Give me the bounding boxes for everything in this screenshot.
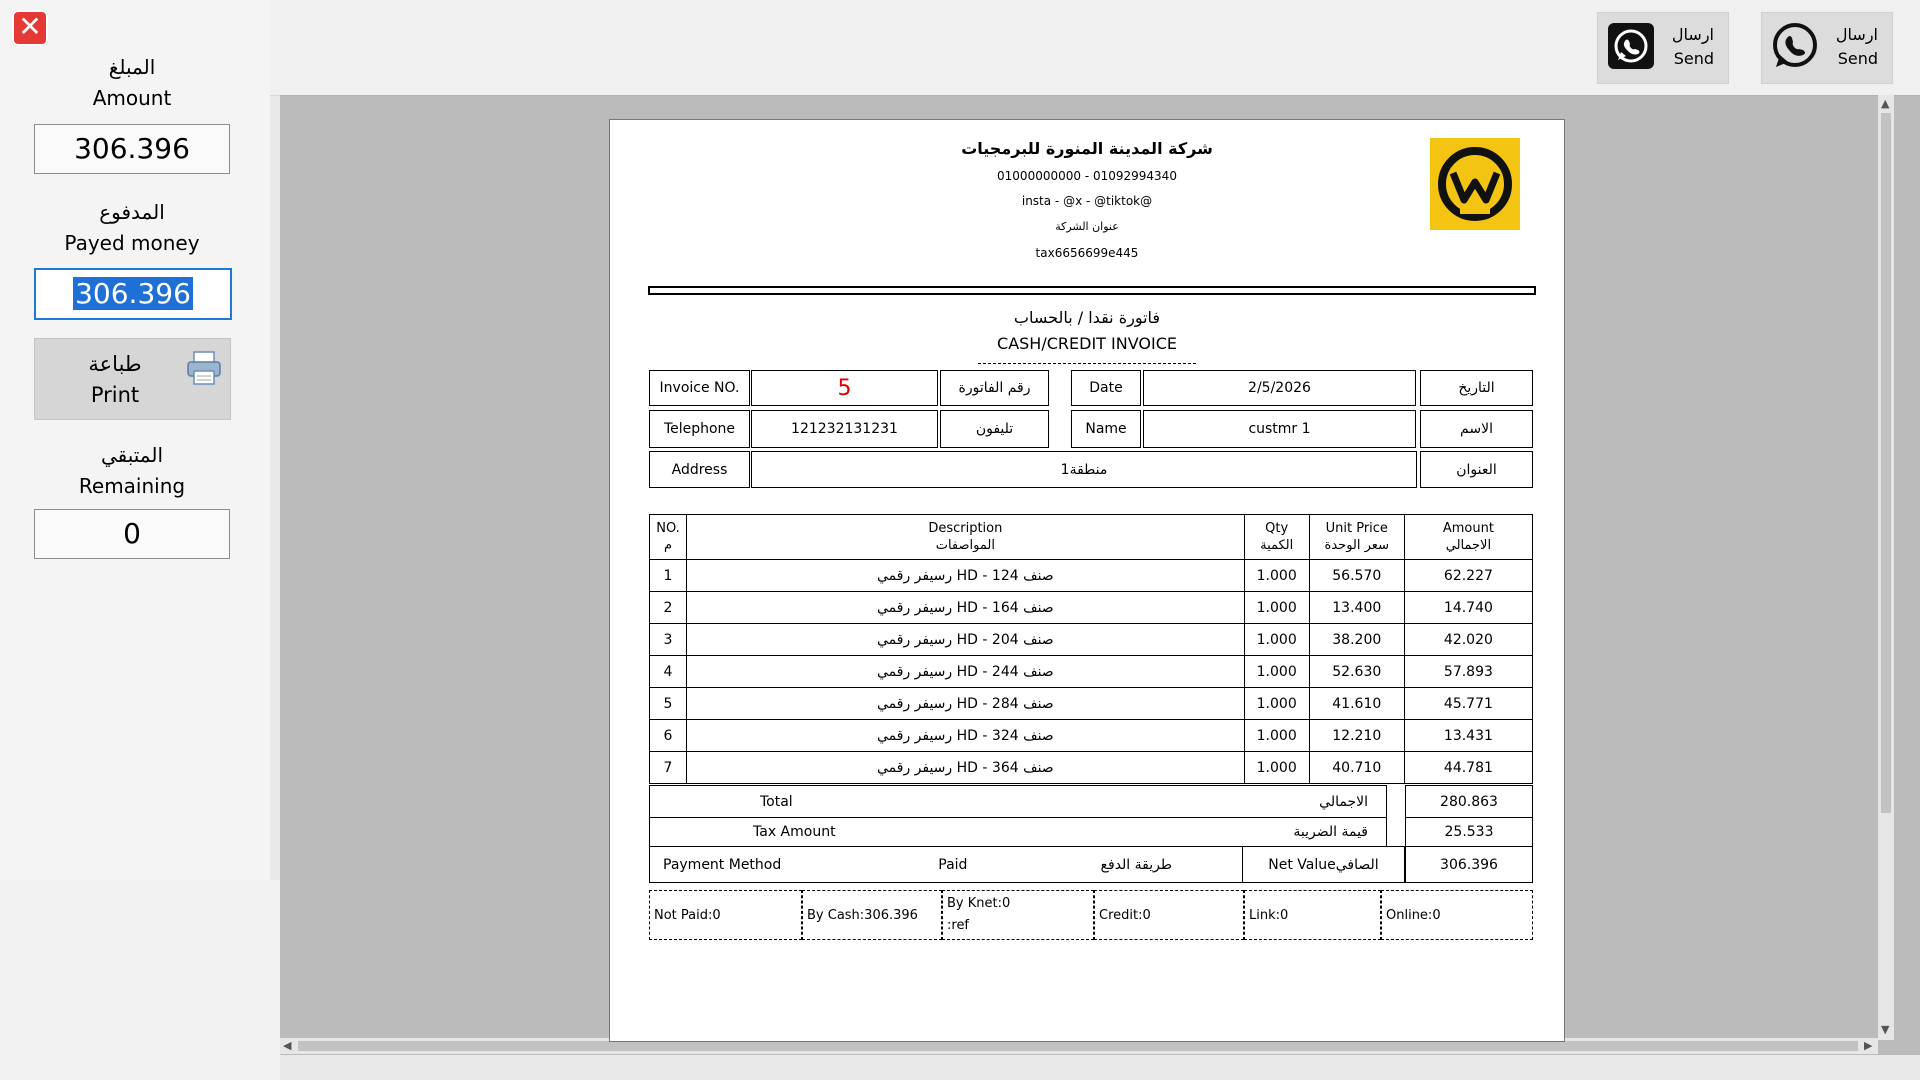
tax-row [649,817,1387,847]
by-knet-cell [942,890,1094,940]
close-button[interactable] [12,10,48,46]
paid-label [34,197,230,259]
scroll-right-icon[interactable]: ▶ [1864,1039,1873,1052]
horizontal-scroll-thumb[interactable] [298,1041,1858,1051]
amount-field[interactable]: 306.396 [34,124,230,174]
paid-input[interactable] [34,268,232,320]
total-row [649,785,1387,818]
print-button[interactable] [34,338,231,420]
amount-label [34,52,230,114]
header-divider [648,286,1536,295]
tax-label: Tax Amount [753,823,836,840]
company-social: insta - @x - @tiktok@ [1021,194,1153,208]
invoice-title-en: CASH/CREDIT INVOICE [997,334,1177,353]
payment-method-row [649,846,1243,883]
print-label-ar: طباعة [88,352,142,376]
knet-ref: :ref [947,918,970,933]
table-row: 5 رسيفر رقمي HD - صنف 284 1.000 41.610 45.771 [650,688,1533,720]
amount-label-en: Amount [92,86,172,110]
payment-method-value: Paid [938,856,968,873]
credit-cell: Credit:0 [1094,890,1244,940]
payment-method-label: Payment Method [663,856,782,873]
total-value: 280.863 [1405,785,1533,818]
send-label-ar: ارسال [1671,25,1714,44]
vertical-scrollbar[interactable] [1878,95,1894,1040]
invoice-no-label: Invoice NO. [649,370,750,406]
total-label: Total [760,793,793,810]
table-row: 4 رسيفر رقمي HD - صنف 244 1.000 52.630 57.893 [650,656,1533,688]
remaining-label-en: Remaining [78,474,186,498]
tax-value: 25.533 [1405,817,1533,847]
invoice-no-value: 5 [751,370,938,406]
telephone-label-ar: تليفون [940,410,1049,448]
title-underline [978,363,1196,364]
by-cash-cell: By Cash:306.396 [802,890,942,940]
online-cell: Online:0 [1381,890,1533,940]
net-value-label: Net Valueالصافي [1242,846,1405,883]
company-name: شركة المدينة المنورة للبرمجيات [961,139,1213,158]
company-header [890,137,1284,263]
payment-method-label-ar: طريقة الدفع [1100,856,1172,873]
scroll-left-icon[interactable]: ◀ [283,1039,292,1052]
close-icon: ✕ [18,10,42,43]
invoice-title [890,305,1284,357]
send-whatsapp-business-button[interactable] [1597,12,1729,84]
items-header-row [650,515,1533,560]
remaining-field[interactable]: 0 [34,509,230,559]
amount-label-ar: المبلغ [108,55,156,79]
link-cell: Link:0 [1244,890,1381,940]
net-value: 306.396 [1405,846,1533,883]
vertical-scroll-thumb[interactable] [1881,113,1891,813]
background-bottom-panel [0,880,280,1080]
paid-input-value: 306.396 [75,277,191,310]
date-value: 2/5/2026 [1143,370,1416,406]
tax-label-ar: قيمة الضريبة [1293,823,1368,840]
date-label-ar: التاريخ [1420,370,1533,406]
telephone-value: 121232131231 [751,410,938,448]
table-row: 1 رسيفر رقمي HD - صنف 124 1.000 56.570 62.227 [650,560,1533,592]
table-row: 7 رسيفر رقمي HD - صنف 364 1.000 40.710 44.781 [650,752,1533,784]
items-table [649,514,1533,784]
send-label-en: Send [1673,49,1714,68]
by-knet-value: By Knet:0 [947,896,1011,911]
table-row: 6 رسيفر رقمي HD - صنف 324 1.000 12.210 13.431 [650,720,1533,752]
col-qty: Qty الكمية [1244,515,1309,560]
address-value: منطقة1 [751,451,1417,488]
address-label-ar: العنوان [1420,451,1533,488]
scroll-down-icon[interactable]: ▼ [1881,1023,1890,1036]
address-label: Address [649,451,750,488]
remaining-label [34,440,230,502]
col-description: Description المواصفات [687,515,1245,560]
col-no: NO. م [650,515,687,560]
invoice-preview [609,119,1565,1042]
col-amount: Amount الاجمالي [1404,515,1532,560]
remaining-label-ar: المتبقي [100,443,164,467]
scroll-up-icon[interactable]: ▲ [1881,97,1890,110]
col-unit-price: Unit Price سعر الوحدة [1309,515,1404,560]
company-phones: 01000000000 - 01092994340 [997,169,1177,183]
company-logo [1430,138,1520,230]
whatsapp-business-icon [1608,23,1654,69]
send-label-en: Send [1837,49,1878,68]
name-label: Name [1071,410,1141,448]
printer-icon [185,349,223,387]
invoice-title-ar: فاتورة نقدا / بالحساب [1013,308,1161,327]
table-row: 2 رسيفر رقمي HD - صنف 164 1.000 13.400 14.740 [650,592,1533,624]
company-address: عنوان الشركة [1055,220,1119,233]
send-whatsapp-button[interactable] [1761,12,1893,84]
invoice-no-label-ar: رقم الفاتورة [940,370,1049,406]
send-label-ar: ارسال [1835,25,1878,44]
name-value: custmr 1 [1143,410,1416,448]
print-label-en: Print [90,383,140,407]
not-paid-cell: Not Paid:0 [649,890,802,940]
company-tax: tax6656699e445 [1035,246,1139,260]
whatsapp-icon [1766,17,1824,75]
telephone-label: Telephone [649,410,750,448]
paid-label-ar: المدفوع [99,200,165,224]
paid-label-en: Payed money [64,231,200,255]
total-label-ar: الاجمالي [1319,793,1368,810]
name-label-ar: الاسم [1420,410,1533,448]
table-row: 3 رسيفر رقمي HD - صنف 204 1.000 38.200 42.020 [650,624,1533,656]
date-label: Date [1071,370,1141,406]
